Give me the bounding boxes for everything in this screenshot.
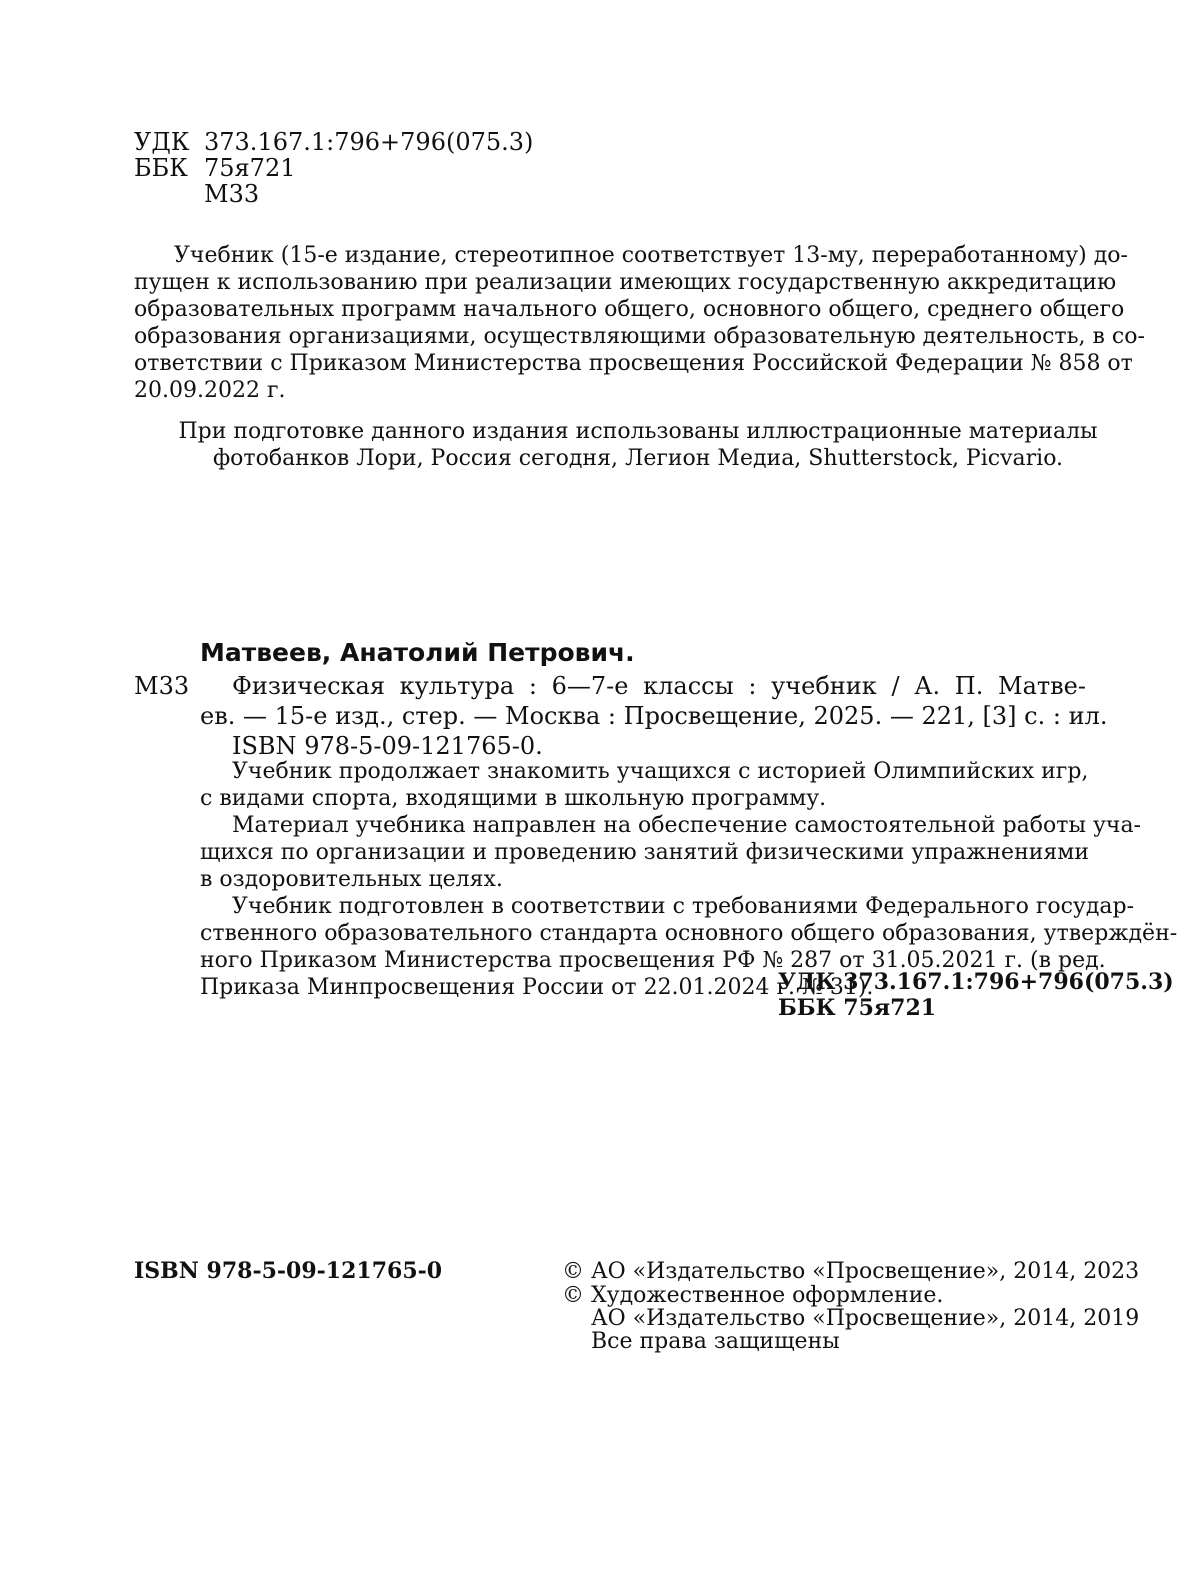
copyright-line: © АО «Издательство «Просвещение», 2014, 2023 bbox=[562, 1259, 1140, 1284]
annotation-line: ственного образовательного стандарта основного общего образования, утверждён- bbox=[200, 921, 1178, 946]
rights-reserved: Все права защищены bbox=[591, 1329, 840, 1354]
bbk-value: 75я721 bbox=[204, 154, 296, 182]
annotation-line: ного Приказом Министерства просвещения РФ № 287 от 31.05.2021 г. (в ред. bbox=[200, 948, 1106, 973]
catalog-bbk: ББК 75я721 bbox=[778, 995, 937, 1021]
udk-value: 373.167.1:796+796(075.3) bbox=[204, 128, 534, 156]
annotation-line: Приказа Минпросвещения России от 22.01.2024 г. № 31). bbox=[200, 975, 874, 1000]
photo-credit-line: фотобанков Лори, Россия сегодня, Легион Медиа, Shutterstock, Picvario. bbox=[212, 446, 1064, 471]
approval-line: ответствии с Приказом Министерства просвещения Российской Федерации № 858 от bbox=[134, 351, 1133, 376]
catalog-udk: УДК 373.167.1:796+796(075.3) bbox=[778, 969, 1174, 995]
annotation-line: щихся по организации и проведению занятий физическими упражнениями bbox=[200, 840, 1090, 865]
approval-line: пущен к использованию при реализации имеющих государственную аккредитацию bbox=[134, 270, 1117, 295]
copyright-line: © Художественное оформление. bbox=[562, 1283, 944, 1308]
approval-line: Учебник (15-е издание, стереотипное соответствует 13-му, переработанному) до- bbox=[174, 243, 1128, 268]
photo-credits bbox=[134, 418, 1142, 472]
catalog-isbn-line: ISBN 978-5-09-121765-0. bbox=[232, 732, 543, 760]
approval-paragraph bbox=[134, 242, 1145, 404]
annotation-line: в оздоровительных целях. bbox=[200, 867, 503, 892]
photo-credit-line: При подготовке данного издания использованы иллюстрационные материалы bbox=[178, 419, 1098, 444]
catalog-title-line: ев. — 15-е изд., стер. — Москва : Просвещение, 2025. — 221, [3] с. : ил. bbox=[200, 702, 1108, 730]
annotation-line: с видами спорта, входящими в школьную программу. bbox=[200, 786, 827, 811]
catalog-mark: М33 bbox=[134, 672, 190, 700]
catalog-annotation bbox=[200, 758, 1178, 1001]
annotation-line: Учебник продолжает знакомить учащихся с историей Олимпийских игр, bbox=[232, 759, 1089, 784]
catalog-title-block bbox=[200, 671, 1108, 761]
annotation-line: Учебник подготовлен в соответствии с требованиями Федерального государ- bbox=[232, 894, 1135, 919]
annotation-line: Материал учебника направлен на обеспечение самостоятельной работы уча- bbox=[232, 813, 1141, 838]
author-mark-top: М33 bbox=[204, 180, 260, 208]
udk-label: УДК bbox=[134, 128, 190, 156]
approval-line: образовательных программ начального общего, основного общего, среднего общего bbox=[134, 297, 1125, 322]
footer-isbn: ISBN 978-5-09-121765-0 bbox=[134, 1258, 443, 1284]
approval-line: образования организациями, осуществляющими образовательную деятельность, в со- bbox=[134, 324, 1145, 349]
catalog-author: Матвеев, Анатолий Петрович. bbox=[200, 638, 635, 667]
bbk-label: ББК bbox=[134, 154, 188, 182]
copyright-line: АО «Издательство «Просвещение», 2014, 2019 bbox=[591, 1306, 1140, 1331]
catalog-title-line: Физическая культура : 6—7-е классы : учебник / А. П. Матве- bbox=[232, 672, 1086, 700]
approval-line: 20.09.2022 г. bbox=[134, 378, 286, 403]
